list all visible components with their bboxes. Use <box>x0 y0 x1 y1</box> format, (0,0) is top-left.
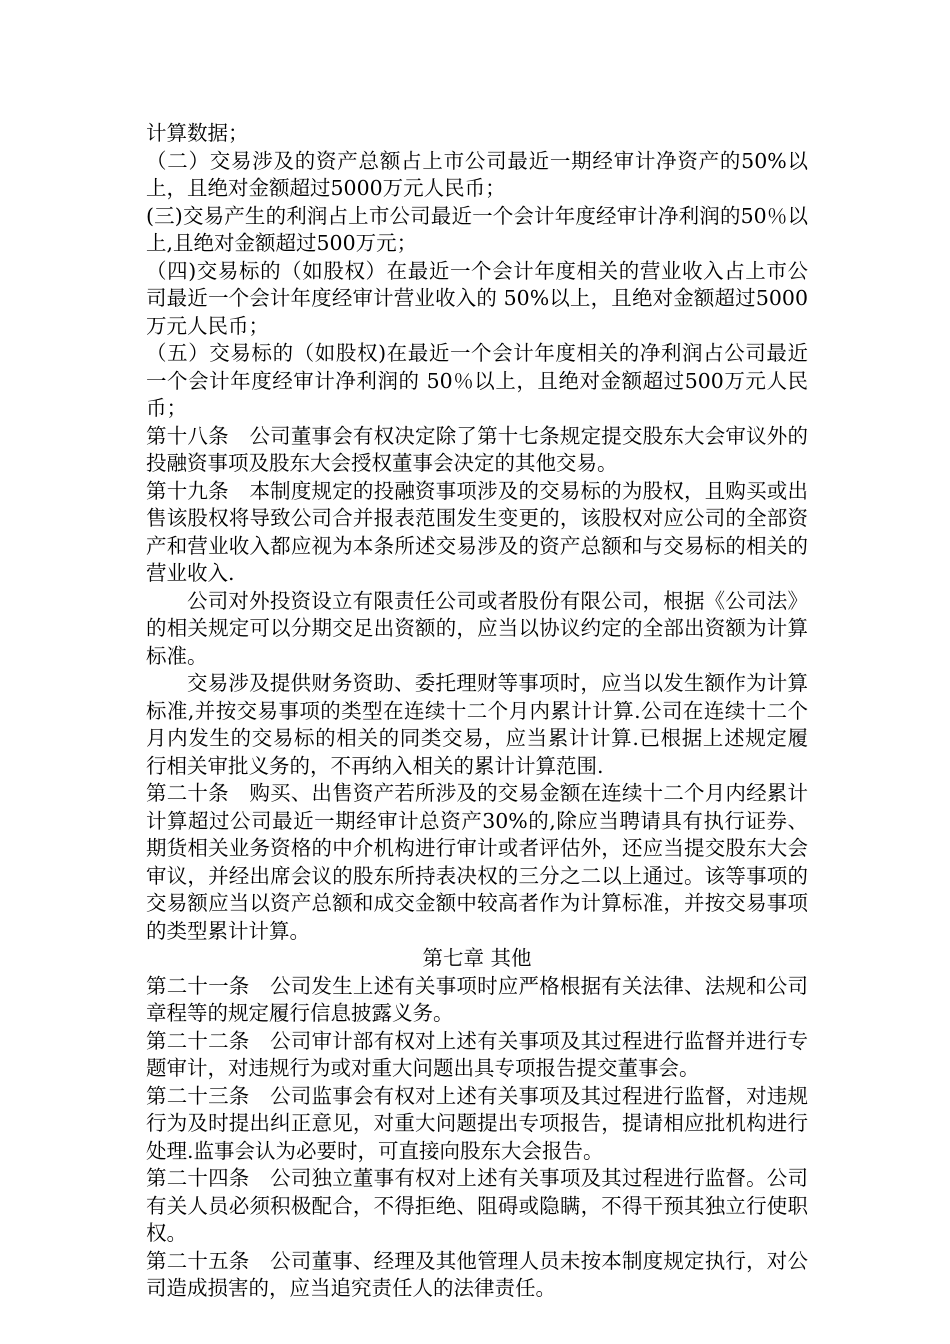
article-19: 第十九条 本制度规定的投融资事项涉及的交易标的为股权，且购买或出售该股权将导致公司合并报表范围发生变更的，该股权对应公司的全部资产和营业收入都应视为本条所述交易涉及的资产总额和与交易标的相关的营业收入. <box>146 478 808 585</box>
paragraph-item-3: (三)交易产生的利润占上市公司最近一个会计年度经审计净利润的50％以上,且绝对金额超过500万元； <box>146 203 808 255</box>
article-24: 第二十四条 公司独立董事有权对上述有关事项及其过程进行监督。公司有关人员必须积极配合，不得拒绝、阻碍或隐瞒，不得干预其独立行使职权。 <box>146 1166 808 1245</box>
article-21: 第二十一条 公司发生上述有关事项时应严格根据有关法律、法规和公司章程等的规定履行信息披露义务。 <box>146 973 808 1025</box>
article-22: 第二十二条 公司审计部有权对上述有关事项及其过程进行监督并进行专题审计，对违规行为或对重大问题出具专项报告提交董事会。 <box>146 1028 808 1080</box>
paragraph-item-5: （五）交易标的（如股权)在最近一个会计年度相关的净利润占公司最近一个会计年度经审计净利润的 50％以上，且绝对金额超过500万元人民币； <box>146 341 808 420</box>
article-25: 第二十五条 公司董事、经理及其他管理人员未按本制度规定执行，对公司造成损害的，应当追究责任人的法律责任。 <box>146 1248 808 1300</box>
chapter-7-heading: 第七章 其他 <box>422 946 532 970</box>
paragraph-financial-assistance: 交易涉及提供财务资助、委托理财等事项时，应当以发生额作为计算标准,并按交易事项的类型在连续十二个月内累计计算.公司在连续十二个月内发生的交易标的相关的同类交易，应当累计计算.已根据上述规定履行相关审批义务的，不再纳入相关的累计计算范围. <box>146 671 808 778</box>
document-page <box>146 120 808 1303</box>
paragraph-item-4: （四)交易标的（如股权）在最近一个会计年度相关的营业收入占上市公司最近一个会计年度经审计营业收入的 50%以上，且绝对金额超过5000万元人民币； <box>146 258 808 338</box>
paragraph-company-investment: 公司对外投资设立有限责任公司或者股份有限公司，根据《公司法》的相关规定可以分期交足出资额的，应当以协议约定的全部出资额为计算标准。 <box>146 588 808 668</box>
paragraph-item-2: （二）交易涉及的资产总额占上市公司最近一期经审计净资产的50%以上，且绝对金额超过5000万元人民币； <box>146 148 808 200</box>
paragraph-calculation-data: 计算数据； <box>146 121 249 145</box>
article-18: 第十八条 公司董事会有权决定除了第十七条规定提交股东大会审议外的投融资事项及股东大会授权董事会决定的其他交易。 <box>146 423 808 475</box>
article-20: 第二十条 购买、出售资产若所涉及的交易金额在连续十二个月内经累计计算超过公司最近一期经审计总资产30%的,除应当聘请具有执行证券、期货相关业务资格的中介机构进行审计或者评估外，还应当提交股东大会审议，并经出席会议的股东所持表决权的三分之二以上通过。该等事项的交易额应当以资产总额和成交金额中较高者作为计算标准，并按交易事项的类型累计计算。 <box>146 781 808 943</box>
article-23: 第二十三条 公司监事会有权对上述有关事项及其过程进行监督，对违规行为及时提出纠正意见，对重大问题提出专项报告，提请相应批机构进行处理.监事会认为必要时，可直接向股东大会报告。 <box>146 1083 808 1163</box>
